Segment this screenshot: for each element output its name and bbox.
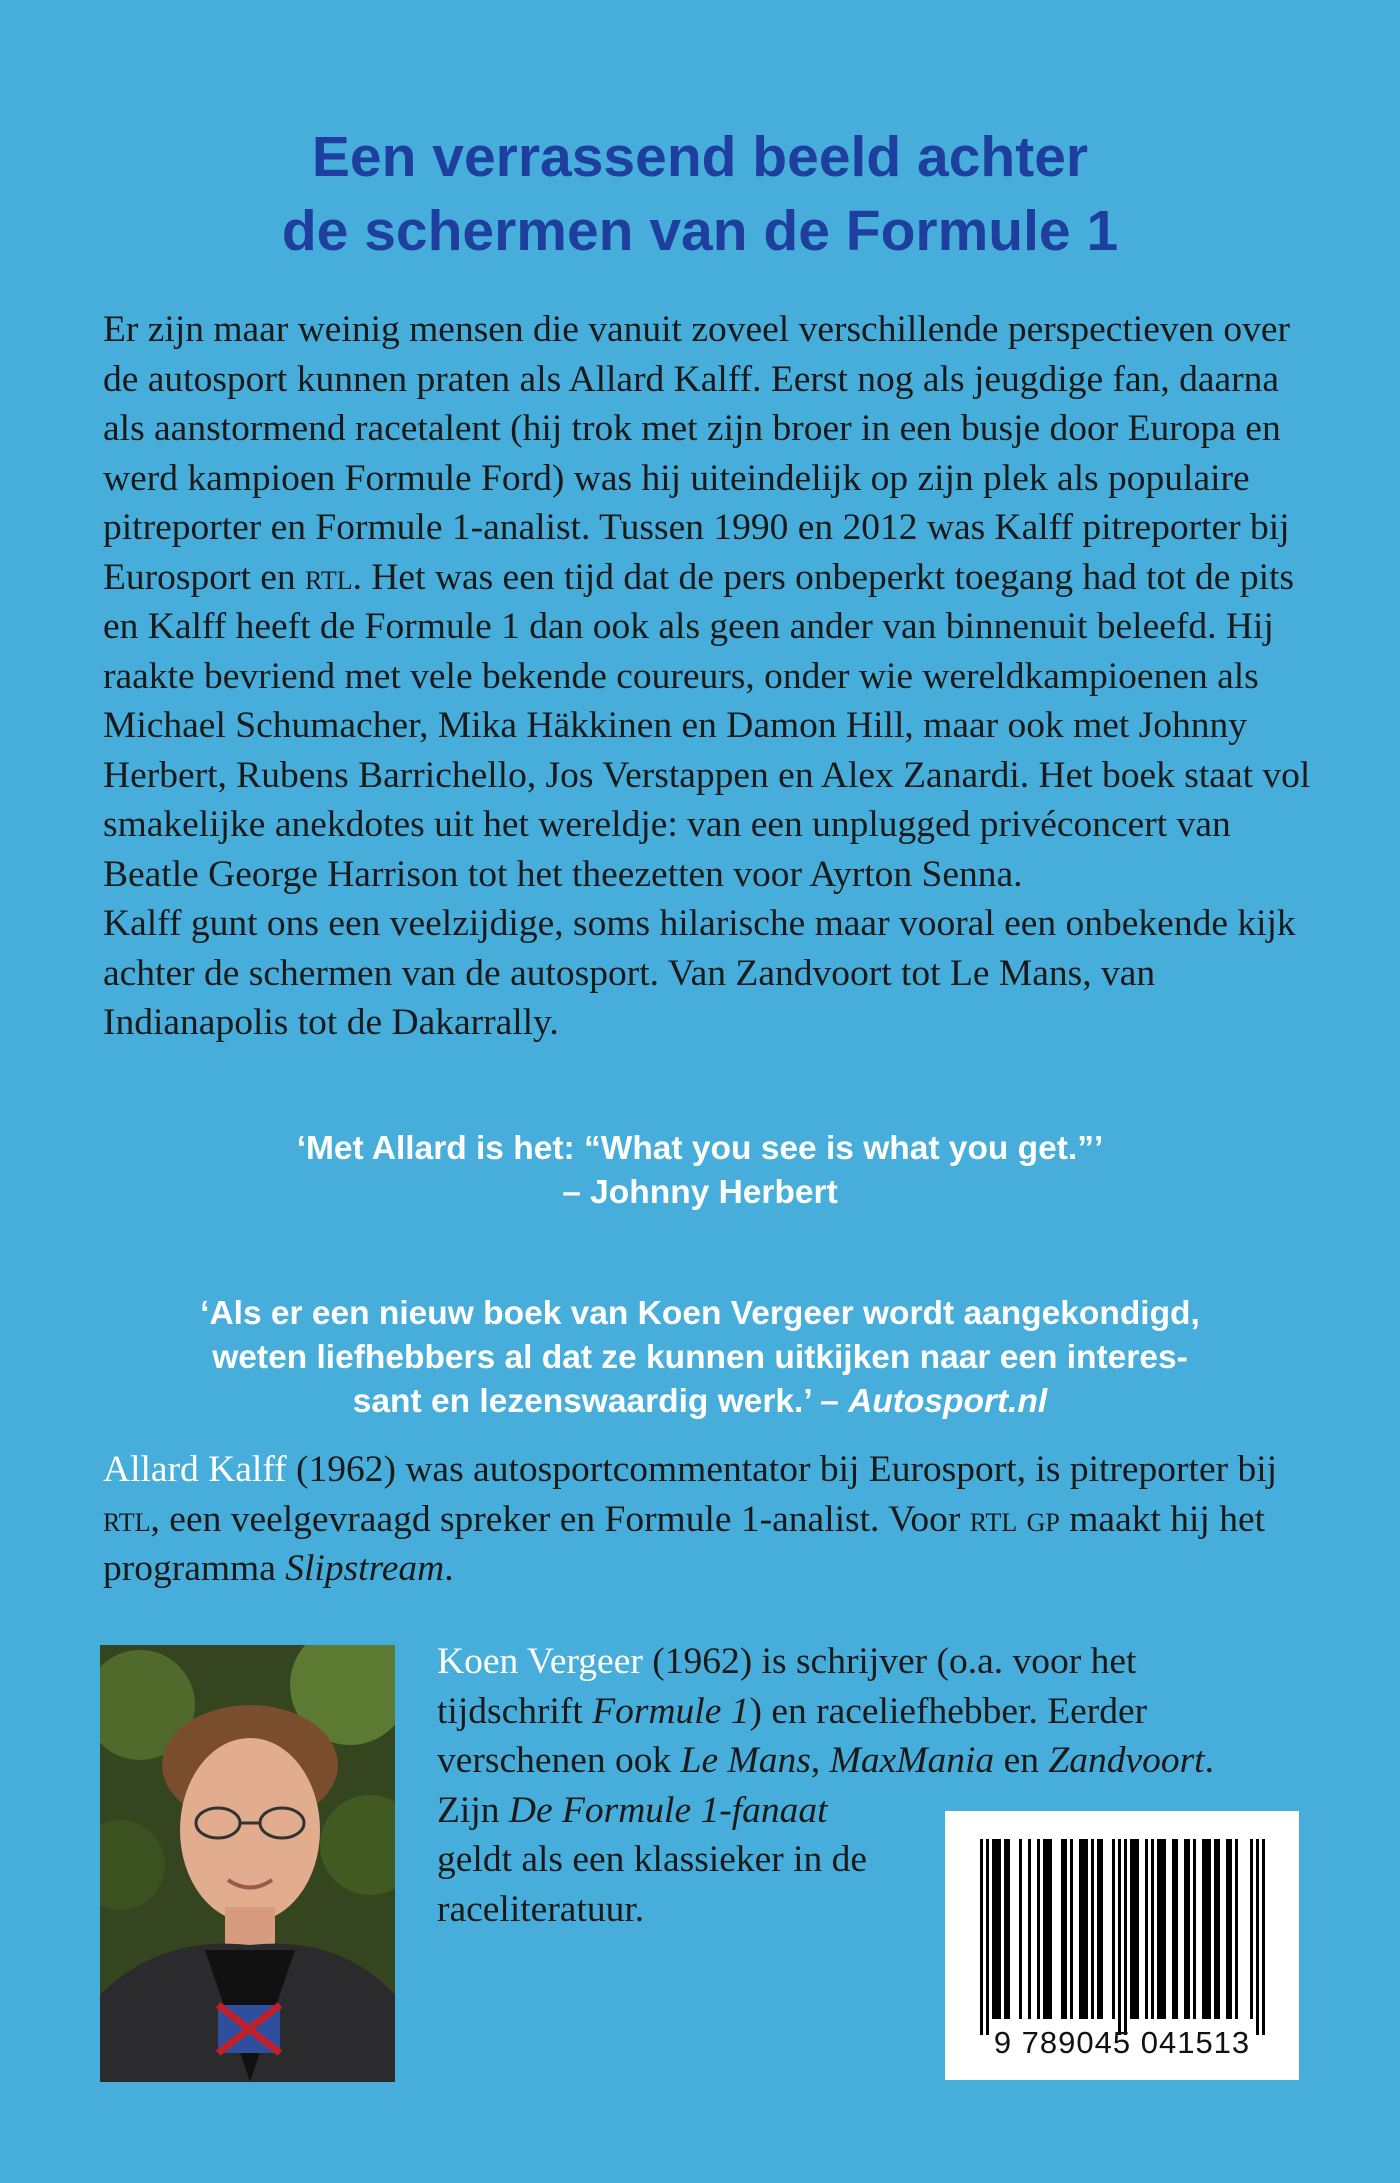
author-bio-vergeer-book-1: Le Mans (680, 1740, 811, 1781)
author-bio-vergeer-t5: . (1204, 1740, 1214, 1781)
blurb-p1-part2: . Het was een tijd dat de pers onbeperkt toegang had tot de pits en Kalff heeft de Formule 1 dan ook als geen ander van binnenuit beleefd. Hij raakte bevriend met vele bekende coureurs, onder wie wereldkampioenen als Michael Schumacher, Mika Häkkinen en Damon Hill, maar ook met Johnny Herbert, Rubens Barrichello, Jos Verstappen en Alex Zanardi. Het boek staat vol smakelijke anekdotes uit het wereldje: van een unplugged privéconcert van Beatle George Harrison tot het theezetten voor Ayrton Senna. (103, 556, 1311, 895)
blurb-paragraph-2: Kalff gunt ons een veelzijdige, soms hilarische maar vooral een onbekende kijk achter de schermen van de autosport. Van Zandvoort tot Le Mans, van Indianapolis tot de Dakarrally. (103, 903, 1296, 1043)
author-bio-vergeer-t3: ) en raceliefhebber. Eerder (749, 1690, 1148, 1732)
author-bio-vergeer-line-5: geldt als een klassieker in de (437, 1839, 868, 1880)
author-bio-kalff-t2: , een veelgevraagd spreker en Formule 1-analist. Voor (150, 1498, 970, 1540)
author-bio-vergeer-line-6: raceliteratuur. (437, 1888, 645, 1930)
barcode-bar (1235, 1839, 1238, 2019)
barcode (945, 1811, 1299, 2080)
blurb-rtl: rtl (305, 556, 353, 598)
author-bio-vergeer-t2: tijdschrift (437, 1690, 593, 1732)
quote-autosport (0, 1292, 1400, 1424)
isbn-digits: 9 789045 041513 (993, 2025, 1251, 2060)
author-bio-kalff-t4: . (444, 1548, 454, 1589)
author-bio-vergeer-line-2 (437, 1687, 1337, 1737)
barcode-bar (1079, 1839, 1088, 2019)
author-bio-kalff-t1: (1962) was autosportcommentator bij Eurosport, is pitreporter bij (286, 1449, 1278, 1490)
barcode-bar (1043, 1839, 1052, 2019)
quote-autosport-source: Autosport.nl (848, 1383, 1048, 1420)
blurb-paragraph-1 (103, 305, 1313, 899)
author-bio-vergeer-line-1 (437, 1637, 1337, 1687)
author-bio-kalff-program: Slipstream (285, 1548, 445, 1589)
quote-herbert-attribution: – Johnny Herbert (562, 1174, 838, 1211)
barcode-bar (1214, 1839, 1220, 2019)
author-bio-kalff-t3: maakt hij het programma (103, 1498, 1266, 1589)
barcode-bar (1145, 1839, 1148, 2019)
quote-herbert-text: ‘Met Allard is het: “What you see is what you get.”’ (296, 1130, 1104, 1167)
barcode-bar (1097, 1839, 1103, 2019)
barcode-bar (1172, 1839, 1178, 2019)
author-photo (100, 1645, 395, 2082)
barcode-bar (1070, 1839, 1073, 2019)
barcode-bar (1019, 1839, 1022, 2019)
headline (0, 120, 1400, 268)
barcode-bar (1112, 1839, 1115, 2019)
barcode-bar (1130, 1839, 1139, 2019)
barcode-bar (1028, 1839, 1031, 2019)
quote-autosport-line-3 (0, 1380, 1400, 1424)
author-bio-vergeer-t6: Zijn (437, 1789, 509, 1831)
barcode-bar (980, 1839, 983, 2035)
barcode-bar (1091, 1839, 1094, 2019)
headline-line-2: de schermen van de Formule 1 (281, 199, 1119, 263)
quote-autosport-line-2: weten liefhebbers al dat ze kunnen uitkijken naar een interes- (212, 1339, 1188, 1376)
author-name-vergeer: Koen Vergeer (437, 1641, 643, 1682)
barcode-bar (1226, 1839, 1232, 2019)
quote-autosport-line-3-text: sant en lezenswaardig werk.’ – (352, 1383, 849, 1420)
author-name-kalff: Allard Kalff (103, 1449, 287, 1490)
barcode-bar (1124, 1839, 1127, 2035)
author-bio-vergeer-sep-2: en (994, 1740, 1049, 1781)
author-bio-vergeer-line-3 (437, 1736, 1337, 1786)
author-bio-vergeer-t1: (1962) is schrijver (o.a. voor het (642, 1641, 1137, 1682)
author-bio-vergeer-sep-1: , (810, 1740, 830, 1781)
barcode-bar (1118, 1839, 1121, 2035)
blurb-p1-part1: Er zijn maar weinig mensen die vanuit zoveel verschillende perspectieven over de autosport kunnen praten als Allard Kalff. Eerst nog als jeugdige fan, daarna als aanstormend racetalent (hij trok met zijn broer in een busje door Europa en werd kampioen Formule Ford) was hij uiteindelijk op zijn plek als populaire pitreporter en Formule 1-analist. Tussen 1990 en 2012 was Kalff pitreporter bij Eurosport en (103, 309, 1291, 598)
author-bio-vergeer-book-3: Zandvoort (1048, 1740, 1205, 1781)
author-bio-kalff-rtl: rtl (103, 1498, 151, 1540)
quote-autosport-line-1: ‘Als er een nieuw boek van Koen Vergeer wordt aangekondigd, (200, 1295, 1200, 1332)
barcode-bar (1202, 1839, 1211, 2019)
barcode-bar (986, 1839, 989, 2035)
blurb (103, 305, 1313, 1048)
barcode-bar (1061, 1839, 1067, 2019)
barcode-bar (1256, 1839, 1259, 2035)
barcode-bar (1250, 1839, 1253, 2019)
author-bio-vergeer-book-4: De Formule 1-fanaat (508, 1789, 828, 1831)
barcode-bar (1004, 1839, 1010, 2019)
barcode-bar (992, 1839, 1001, 2019)
author-bio-vergeer-magazine: Formule 1 (592, 1690, 750, 1732)
barcode-bar (1157, 1839, 1166, 2019)
quote-herbert (0, 1127, 1400, 1215)
author-photo-illustration (100, 1645, 395, 2082)
author-bio-vergeer-t4: verschenen ook (437, 1740, 681, 1781)
barcode-bar (1151, 1839, 1154, 2019)
author-bio-kalff (103, 1445, 1333, 1594)
barcode-bar (1184, 1839, 1190, 2019)
barcode-bar (1193, 1839, 1196, 2019)
barcode-bar (1037, 1839, 1040, 2019)
author-bio-vergeer-book-2: MaxMania (829, 1740, 995, 1781)
barcode-bar (1262, 1839, 1265, 2035)
author-bio-kalff-rtlgp: rtl gp (969, 1498, 1060, 1540)
headline-line-1: Een verrassend beeld achter (311, 125, 1089, 189)
